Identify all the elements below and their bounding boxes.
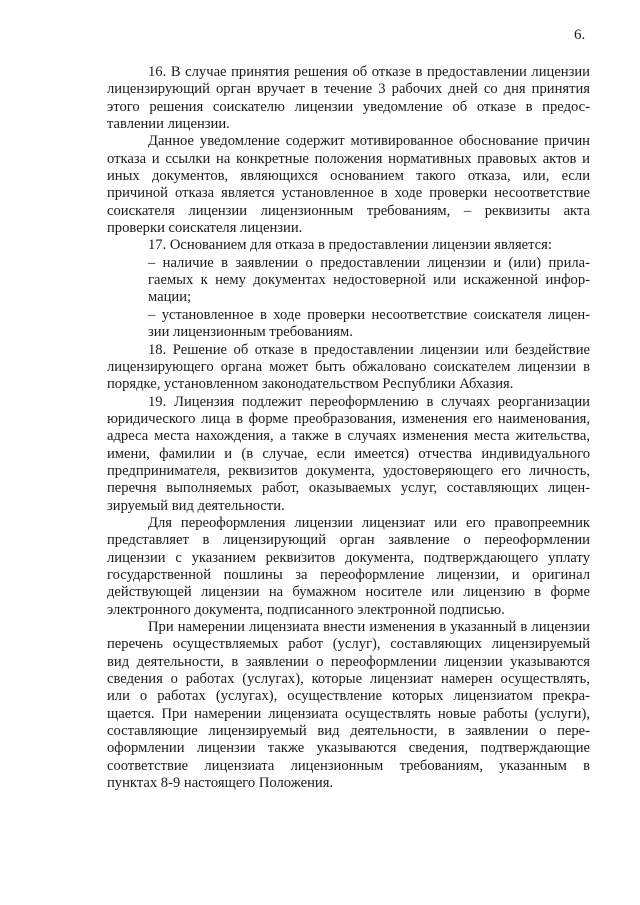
- paragraph: [107, 307, 590, 342]
- text-line: перечень осуществляемых работ (услуг), составляющих лицензируемый: [107, 636, 590, 653]
- text-line: гаемых к нему документах недостоверной или искаженной инфор-: [148, 272, 590, 289]
- text-line: этого решения соискателю лицензии уведомление об отказе в предос-: [107, 98, 590, 115]
- text-line: проверки соискателя лицензии.: [107, 220, 303, 237]
- paragraph: [107, 237, 590, 254]
- text-line: – установленное в ходе проверки несоответствие соискателя лицен-: [148, 306, 590, 323]
- text-line: порядке, установленном законодательством Республики Абхазия.: [107, 376, 514, 393]
- text-line: щается. При намерении лицензиата осуществлять новые работы (услуги),: [107, 705, 590, 722]
- text-line: предпринимателя, реквизитов документа, удостоверяющего его личность,: [107, 462, 590, 479]
- text-line: перечня выполняемых работ, оказываемых услуг, составляющих лицен-: [107, 480, 590, 497]
- text-line: 16. В случае принятия решения об отказе в предоставлении лицензии: [148, 64, 590, 80]
- text-line: Данное уведомление содержит мотивированное обоснование причин: [148, 133, 590, 150]
- text-line: 18. Решение об отказе в предоставлении лицензии или бездействие: [148, 341, 590, 358]
- text-line: юридического лица в форме преобразования, изменения его наименования,: [107, 410, 590, 427]
- paragraph: [107, 619, 590, 792]
- text-line: 19. Лицензия подлежит переоформлению в случаях реорганизации: [148, 393, 590, 410]
- paragraph: [107, 255, 590, 307]
- text-line: вид деятельности, в заявлении о переоформлении лицензии указываются: [107, 653, 590, 670]
- text-line: – наличие в заявлении о предоставлении лицензии и (или) прила-: [148, 254, 590, 271]
- paragraph: [107, 515, 590, 619]
- text-line: зии лицензионным требованиям.: [148, 324, 353, 341]
- text-line: электронного документа, подписанного электронной подписью.: [107, 601, 505, 618]
- text-line: тавлении лицензии.: [107, 116, 230, 133]
- text-line: Для переоформления лицензии лицензиат или его правопреемник: [148, 514, 590, 531]
- text-line: соискателя лицензии лицензионным требованиям, – реквизиты акта: [107, 202, 590, 219]
- text-line: иных документов, являющихся основанием такого отказа, или, если: [107, 168, 590, 185]
- document-body: [107, 64, 590, 792]
- text-line: представляет в лицензирующий орган заявление о переоформлении: [107, 532, 590, 549]
- text-line: лицензирующий орган вручает в течение 3 рабочих дней со дня принятия: [107, 81, 590, 98]
- text-line: лицензии с указанием реквизитов документа, подтверждающего уплату: [107, 549, 590, 566]
- text-line: 17. Основанием для отказа в предоставлении лицензии является:: [148, 237, 552, 254]
- text-line: пунктах 8-9 настоящего Положения.: [107, 775, 334, 792]
- paragraph: [107, 394, 590, 515]
- text-line: имени, фамилии и (в случае, если имеется) отчества индивидуального: [107, 445, 590, 462]
- paragraph: [107, 133, 590, 237]
- text-line: При намерении лицензиата внести изменения в указанный в лицензии: [148, 619, 590, 635]
- text-line: сведения о работах (услугах), которые лицензиат намерен осуществлять,: [107, 671, 590, 688]
- text-line: оформлении лицензии также указываются сведения, подтверждающие: [107, 740, 590, 757]
- text-line: или о работах (услугах), осуществление которых лицензиатом прекра-: [107, 688, 590, 705]
- text-line: адреса места нахождения, а также в случаях изменения места жительства,: [107, 428, 590, 445]
- text-line: мации;: [148, 289, 192, 306]
- text-line: составляющие лицензируемый вид деятельности, в заявлении о пере-: [107, 723, 590, 740]
- text-line: государственной пошлины за переоформление лицензии, и оригинал: [107, 566, 590, 583]
- paragraph: [107, 64, 590, 133]
- text-line: отказа и ссылки на конкретные положения нормативных правовых актов и: [107, 150, 590, 167]
- page-number: 6.: [574, 27, 586, 43]
- paragraph: [107, 342, 590, 394]
- text-line: действующей лицензии на бумажном носителе или лицензию в форме: [107, 584, 590, 601]
- text-line: причиной отказа является установленное в ходе проверки несоответствие: [107, 185, 590, 202]
- text-line: лицензирующего органа может быть обжаловано соискателем лицензии в: [107, 358, 590, 375]
- text-line: соответствие лицензиата лицензионным требованиям, указанным в: [107, 757, 590, 774]
- text-line: зируемый вид деятельности.: [107, 497, 285, 514]
